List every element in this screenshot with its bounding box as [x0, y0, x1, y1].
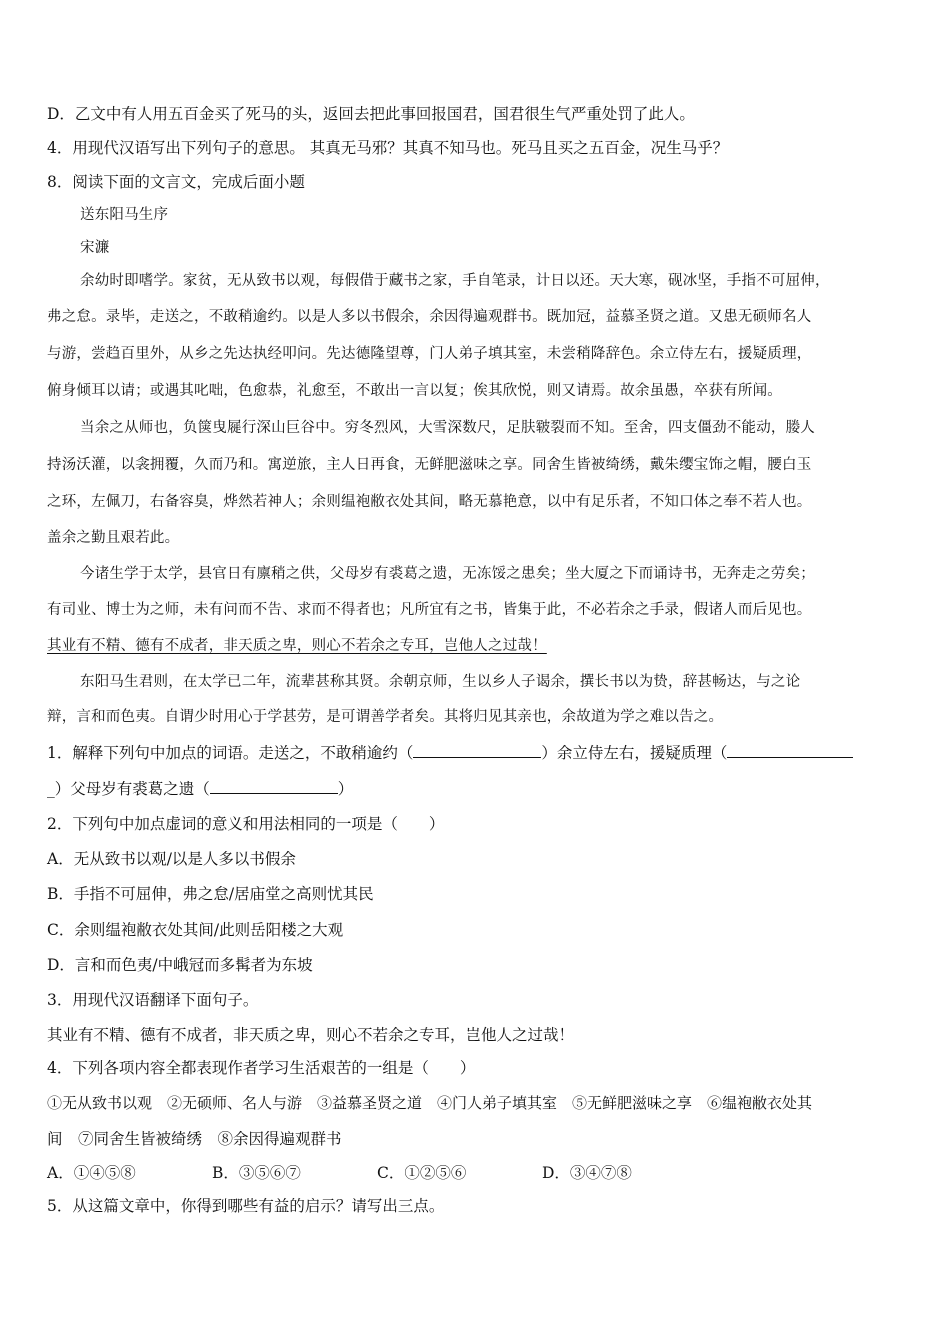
question-1-close: ） [337, 780, 354, 798]
question-4-translate: 4．用现代汉语写出下列句子的意思。 其真无马邪？其真不知马也。死马且买之五百金，况生马乎？ [47, 139, 729, 157]
question-4-option-a[interactable]: A．①④⑤⑧ [47, 1164, 136, 1182]
question-3: 3．用现代汉语翻译下面句子。 [47, 991, 259, 1009]
question-1-prompt-end: _）父母岁有裘葛之遗（ [47, 780, 210, 798]
passage-line: 今诸生学于太学，县官日有廪稍之供，父母岁有裘葛之遗，无冻馁之患矣；坐大厦之下而诵诗书，无奔走之劳矣； [80, 566, 815, 582]
passage-line: 弗之怠。录毕，走送之，不敢稍逾约。以是人多以书假余，余因得遍观群书。既加冠，益慕圣贤之道。又患无硕师名人 [47, 309, 812, 325]
question-2-option-b[interactable]: B．手指不可屈伸，弗之怠/居庙堂之高则忧其民 [47, 885, 374, 903]
question-4-options [47, 1163, 632, 1183]
option-d-text: D．乙文中有人用五百金买了死马的头，返回去把此事回报国君，国君很生气严重处罚了此人。 [47, 105, 695, 123]
question-4: 4．下列各项内容全都表现作者学习生活艰苦的一组是（ ） [47, 1059, 476, 1077]
question-2-option-a[interactable]: A．无从致书以观/以是人多以书假余 [47, 850, 296, 868]
passage-line: 之环，左佩刀，右备容臭，烨然若神人；余则缊袍敝衣处其间，略无慕艳意，以中有足乐者，不知口体之奉不若人也。 [47, 494, 812, 510]
question-2: 2．下列句中加点虚词的意义和用法相同的一项是（ ） [47, 815, 445, 833]
question-2-option-c[interactable]: C．余则缊袍敝衣处其间/此则岳阳楼之大观 [47, 921, 344, 939]
question-1-prompt: 1．解释下列句中加点的词语。走送之，不敢稍逾约（ [47, 744, 414, 762]
answer-blank-3[interactable] [210, 778, 338, 794]
question-1-line-b [47, 778, 353, 799]
passage-line: 持汤沃灌，以衾拥覆，久而乃和。寓逆旅，主人日再食，无鲜肥滋味之享。同舍生皆被绮绣，戴朱缨宝饰之帽，腰白玉 [47, 457, 812, 473]
passage-line: 与游，尝趋百里外，从乡之先达执经叩问。先达德隆望尊，门人弟子填其室，未尝稍降辞色。余立侍左右，援疑质理， [47, 346, 812, 362]
question-3-sentence: 其业有不精、德有不成者，非天质之卑，则心不若余之专耳，岂他人之过哉！ [47, 1026, 575, 1044]
passage-line: 当余之从师也，负箧曳屣行深山巨谷中。穷冬烈风，大雪深数尺，足肤皲裂而不知。至舍，四支僵劲不能动，媵人 [80, 420, 815, 436]
passage-line: 余幼时即嗜学。家贫，无从致书以观，每假借于藏书之家，手自笔录，计日以还。天大寒，砚冰坚，手指不可屈伸， [80, 273, 830, 289]
passage-line: 盖余之勤且艰若此。 [47, 530, 180, 546]
passage-line: 有司业、博士为之师，未有问而不告、求而不得者也；凡所宜有之书，皆集于此，不必若余之手录，假诸人而后见也。 [47, 602, 812, 618]
passage-line: 辩，言和而色夷。自谓少时用心于学甚劳，是可谓善学者矣。其将归见其亲也，余故道为学之难以告之。 [47, 709, 724, 725]
question-1-prompt-mid: ）余立侍左右，援疑质理（ [541, 744, 728, 762]
answer-blank-2[interactable] [727, 742, 853, 758]
question-1-line-a [47, 742, 853, 763]
question-5: 5．从这篇文章中，你得到哪些有益的启示？请写出三点。 [47, 1197, 445, 1215]
passage-author: 宋濂 [80, 240, 110, 256]
passage-title: 送东阳马生序 [80, 207, 169, 223]
question-4-items-cont: 间 ⑦同舍生皆被绮绣 ⑧余因得遍观群书 [47, 1130, 342, 1148]
question-2-option-d[interactable]: D．言和而色夷/中峨冠而多髯者为东坡 [47, 956, 313, 974]
question-8-heading: 8．阅读下面的文言文，完成后面小题 [47, 173, 305, 191]
question-4-option-d[interactable]: D．③④⑦⑧ [542, 1164, 632, 1182]
question-4-items: ①无从致书以观 ②无硕师、名人与游 ③益慕圣贤之道 ④门人弟子填其室 ⑤无鲜肥滋味之享 ⑥缊袍敝衣处其 [47, 1094, 813, 1112]
question-4-option-b[interactable]: B．③⑤⑥⑦ [212, 1164, 301, 1182]
passage-underlined-sentence: 其业有不精、德有不成者，非天质之卑，则心不若余之专耳，岂他人之过哉！ [47, 638, 547, 654]
passage-line: 东阳马生君则，在太学已二年，流辈甚称其贤。余朝京师，生以乡人子谒余，撰长书以为贽，辞甚畅达，与之论 [80, 674, 801, 690]
answer-blank-1[interactable] [413, 742, 541, 758]
question-4-option-c[interactable]: C．①②⑤⑥ [377, 1164, 467, 1182]
passage-line: 俯身倾耳以请；或遇其叱咄，色愈恭，礼愈至，不敢出一言以复；俟其欣悦，则又请焉。故余虽愚，卒获有所闻。 [47, 383, 782, 399]
